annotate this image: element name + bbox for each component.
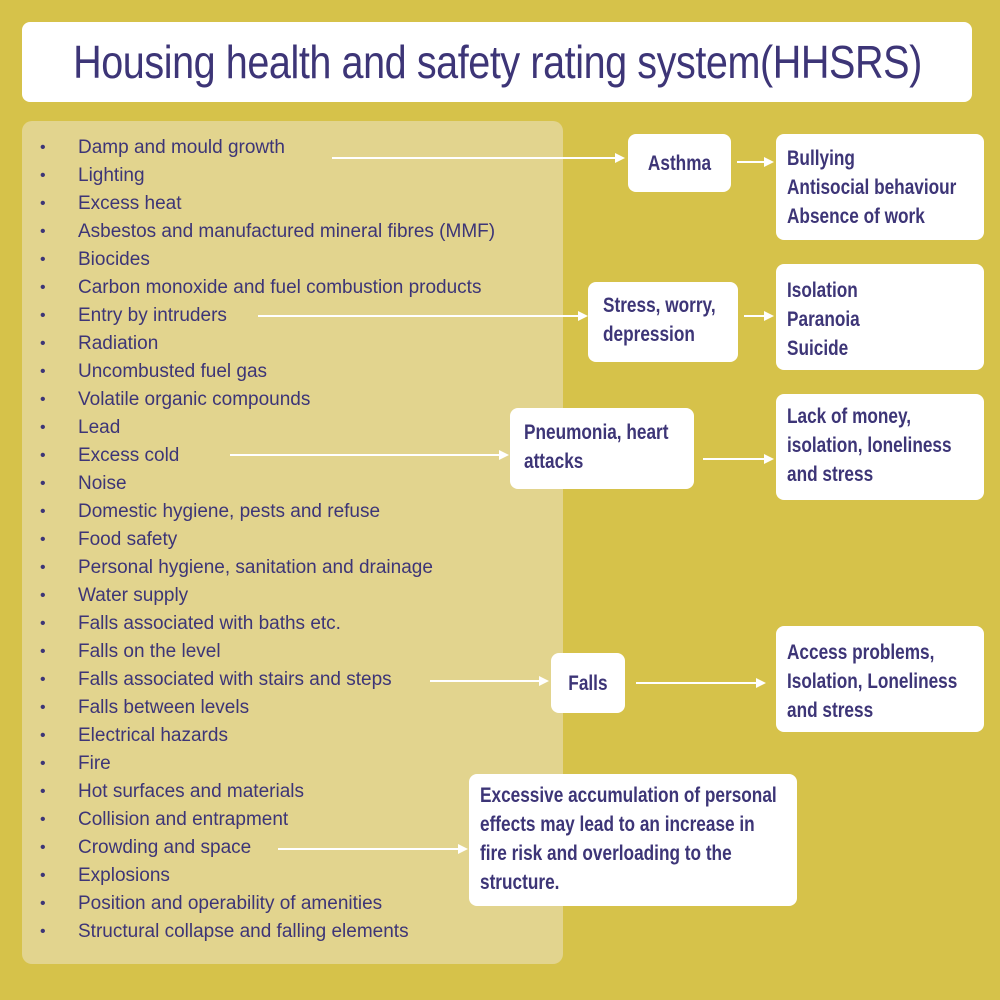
- hazard-label: Crowding and space: [78, 837, 252, 858]
- outcome-line: Access problems,: [787, 641, 935, 664]
- bullet-icon: •: [40, 587, 46, 604]
- page-title: Housing health and safety rating system(HHSRS): [72, 36, 922, 88]
- bullet-icon: •: [40, 279, 46, 296]
- bullet-icon: •: [40, 419, 46, 436]
- hazard-label: Excess cold: [78, 445, 180, 466]
- pneumonia-box: [510, 408, 694, 489]
- hazard-label: Hot surfaces and materials: [78, 781, 304, 802]
- bullet-icon: •: [40, 391, 46, 408]
- bullet-icon: •: [40, 671, 46, 688]
- bullet-icon: •: [40, 783, 46, 800]
- bullet-icon: •: [40, 503, 46, 520]
- bullet-icon: •: [40, 615, 46, 632]
- asthma-box: [628, 134, 731, 192]
- bullet-icon: •: [40, 307, 46, 324]
- hazard-label: Entry by intruders: [78, 305, 227, 326]
- hazard-label: Personal hygiene, sanitation and drainage: [78, 557, 433, 578]
- pneumonia-line: Pneumonia, heart: [524, 421, 669, 444]
- crowding-line: effects may lead to an increase in: [480, 813, 755, 836]
- bullet-icon: •: [40, 195, 46, 212]
- stress-outcome-box: [776, 264, 984, 370]
- hazard-label: Collision and entrapment: [78, 809, 289, 830]
- hazard-label: Falls associated with baths etc.: [78, 613, 341, 634]
- bullet-icon: •: [40, 139, 46, 156]
- stress-line: depression: [603, 323, 695, 346]
- outcome-line: Antisocial behaviour: [787, 176, 957, 199]
- hazard-label: Food safety: [78, 529, 178, 550]
- bullet-icon: •: [40, 363, 46, 380]
- bullet-icon: •: [40, 699, 46, 716]
- hazard-label: Noise: [78, 473, 127, 494]
- hazard-label: Fire: [78, 753, 111, 774]
- bullet-icon: •: [40, 531, 46, 548]
- bullet-icon: •: [40, 755, 46, 772]
- stress-box: [588, 282, 738, 362]
- outcome-line: and stress: [787, 699, 874, 722]
- bullet-icon: •: [40, 559, 46, 576]
- hazard-label: Falls between levels: [78, 697, 250, 718]
- outcome-line: Paranoia: [787, 308, 860, 331]
- crowding-line: structure.: [480, 871, 560, 894]
- crowding-line: fire risk and overloading to the: [480, 842, 732, 865]
- hazard-label: Structural collapse and falling elements: [78, 921, 409, 942]
- hazard-label: Falls on the level: [78, 641, 221, 662]
- bullet-icon: •: [40, 335, 46, 352]
- bullet-icon: •: [40, 923, 46, 940]
- pneumonia-outcome-box: [776, 394, 984, 500]
- outcome-line: Isolation, Loneliness: [787, 670, 958, 693]
- bullet-icon: •: [40, 895, 46, 912]
- crowding-line: Excessive accumulation of personal: [480, 784, 777, 807]
- bullet-icon: •: [40, 867, 46, 884]
- outcome-line: isolation, loneliness: [787, 434, 952, 457]
- hazard-label: Lighting: [78, 165, 145, 186]
- outcome-line: Absence of work: [787, 205, 925, 228]
- hazard-label: Carbon monoxide and fuel combustion products: [78, 277, 482, 298]
- hazard-label: Water supply: [78, 585, 189, 606]
- asthma-outcome-box: [776, 134, 984, 240]
- bullet-icon: •: [40, 643, 46, 660]
- hazard-label: Explosions: [78, 865, 170, 886]
- outcome-line: Suicide: [787, 337, 849, 360]
- hazard-label: Asbestos and manufactured mineral fibres (MMF): [78, 221, 496, 242]
- pneumonia-line: attacks: [524, 450, 584, 473]
- falls-box: [551, 653, 625, 713]
- hazard-label: Radiation: [78, 333, 159, 354]
- asthma-label: Asthma: [647, 151, 712, 175]
- hazard-label: Falls associated with stairs and steps: [78, 669, 392, 690]
- hazard-label: Electrical hazards: [78, 725, 228, 746]
- outcome-line: Isolation: [787, 279, 858, 302]
- outcome-line: and stress: [787, 463, 874, 486]
- bullet-icon: •: [40, 475, 46, 492]
- hazard-label: Uncombusted fuel gas: [78, 361, 268, 382]
- hazard-label: Domestic hygiene, pests and refuse: [78, 501, 381, 522]
- bullet-icon: •: [40, 447, 46, 464]
- hazard-label: Biocides: [78, 249, 150, 270]
- crowding-effect-box: [469, 774, 797, 906]
- falls-outcome-box: [776, 626, 984, 732]
- falls-label: Falls: [568, 671, 608, 695]
- hazard-label: Lead: [78, 417, 121, 438]
- outcome-line: Bullying: [787, 147, 855, 170]
- hazard-label: Excess heat: [78, 193, 182, 214]
- hazard-label: Damp and mould growth: [78, 137, 285, 158]
- hazard-label: Volatile organic compounds: [78, 389, 311, 410]
- bullet-icon: •: [40, 839, 46, 856]
- outcome-line: Lack of money,: [787, 405, 912, 428]
- bullet-icon: •: [40, 811, 46, 828]
- bullet-icon: •: [40, 167, 46, 184]
- bullet-icon: •: [40, 251, 46, 268]
- hazard-label: Position and operability of amenities: [78, 893, 383, 914]
- bullet-icon: •: [40, 223, 46, 240]
- stress-line: Stress, worry,: [603, 294, 716, 317]
- bullet-icon: •: [40, 727, 46, 744]
